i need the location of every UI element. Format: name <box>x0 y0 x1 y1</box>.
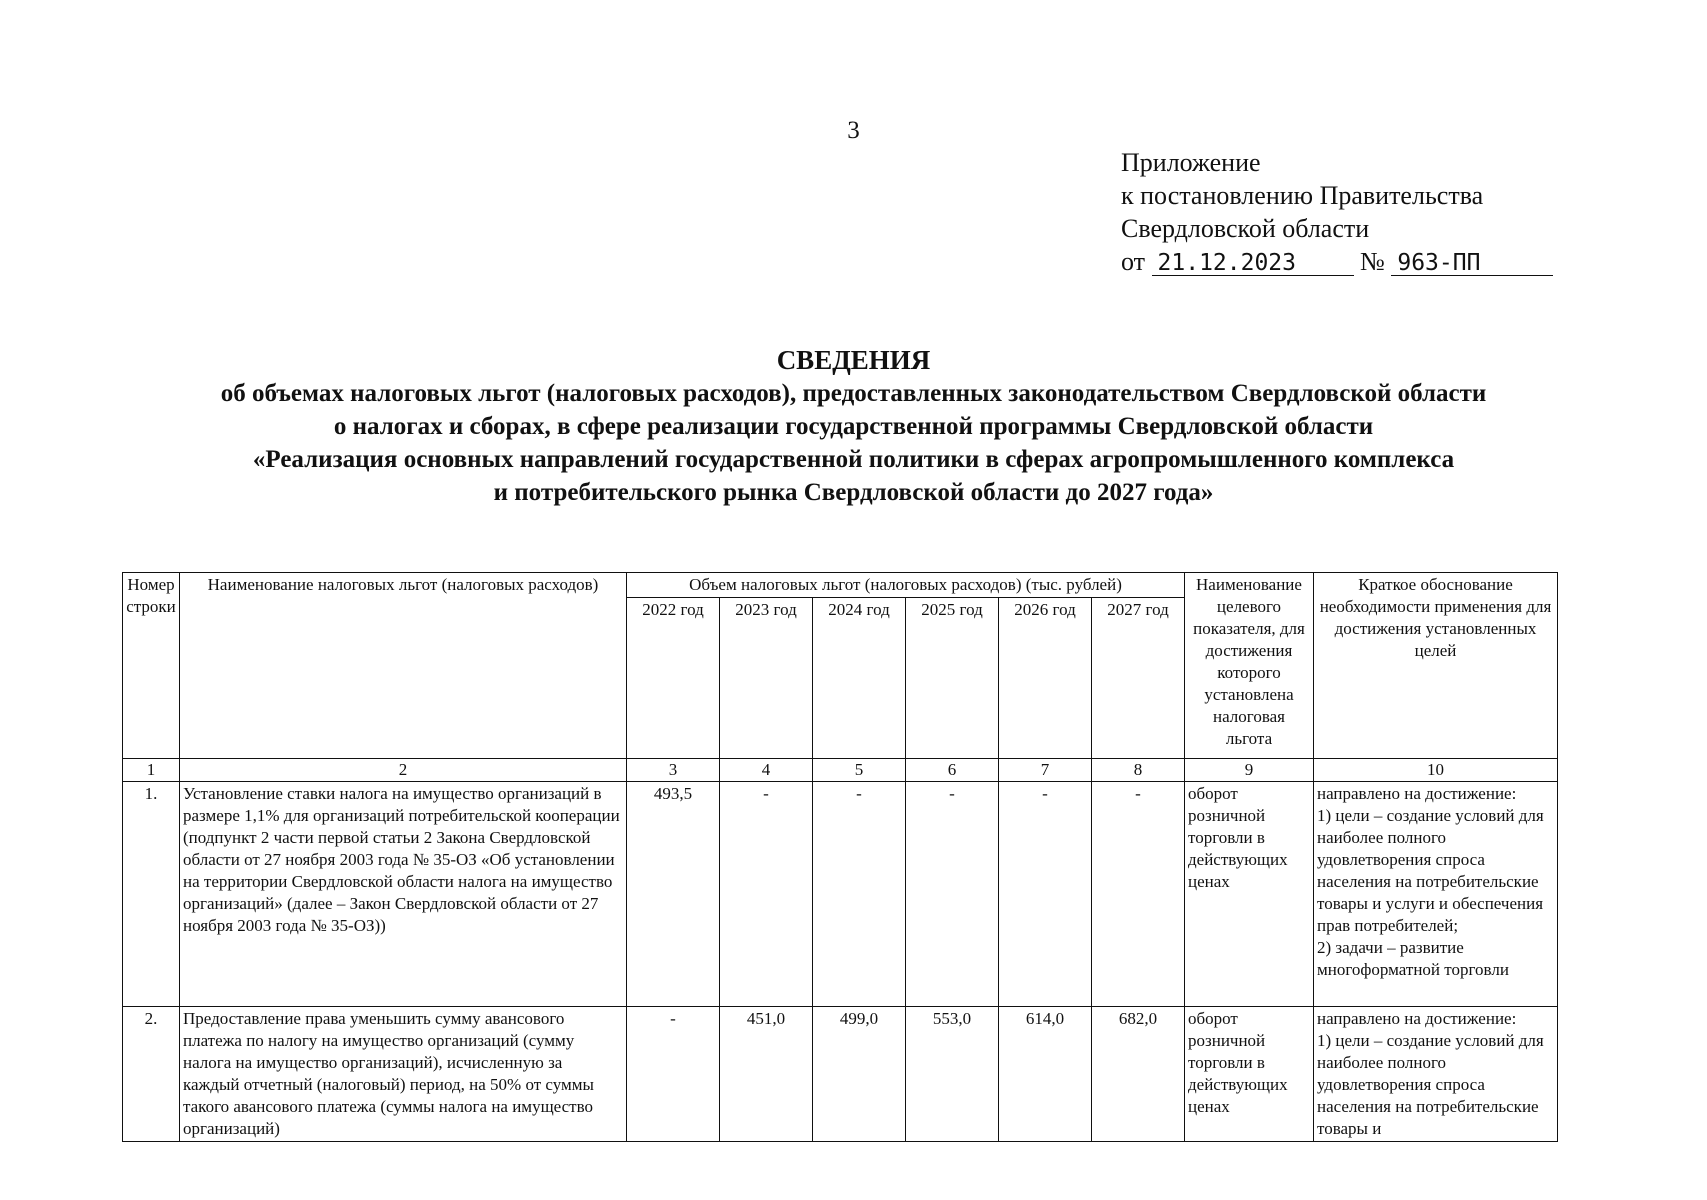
justification: направлено на достижение: 1) цели – создание условий для наиболее полного удовлетворения спроса населения на потребительские товары и <box>1314 1007 1558 1142</box>
header-name: Наименование налоговых льгот (налоговых расходов) <box>180 573 627 759</box>
column-number: 10 <box>1314 759 1558 782</box>
title-line-4: и потребительского рынка Свердловской области до 2027 года» <box>493 479 1214 506</box>
value-2026: - <box>999 782 1092 1007</box>
row-number: 1. <box>123 782 180 1007</box>
header-year-2023: 2023 год <box>720 598 813 759</box>
value-2024: - <box>813 782 906 1007</box>
column-number: 9 <box>1185 759 1314 782</box>
number-prefix: № <box>1360 247 1385 276</box>
column-number: 5 <box>813 759 906 782</box>
date-prefix: от <box>1121 247 1146 276</box>
value-2022: - <box>627 1007 720 1142</box>
column-number: 2 <box>180 759 627 782</box>
benefit-name: Предоставление права уменьшить сумму авансового платежа по налогу на имущество организаций (сумму налога на имущество организаций), исчисленную за каждый отчетный (налоговый) период, на 50% от суммы такого авансового платежа (суммы налога на имущество организаций) <box>180 1007 627 1142</box>
header-year-2022: 2022 год <box>627 598 720 759</box>
table-row <box>123 1007 1558 1142</box>
column-number-row <box>123 759 1558 782</box>
title-line-2: о налогах и сборах, в сфере реализации государственной программы Свердловской области <box>333 413 1374 440</box>
row-number: 2. <box>123 1007 180 1142</box>
appendix-line-2: к постановлению Правительства <box>1121 181 1484 210</box>
resolution-number: 963-ПП <box>1391 251 1553 276</box>
benefit-name: Установление ставки налога на имущество организаций в размере 1,1% для организаций потребительской кооперации (подпункт 2 части первой статьи 2 Закона Свердловской области от 27 ноября 2003 года № 35-ОЗ «Об установлении на территории Свердловской области налога на имущество организаций» (далее – Закон Свердловской области от 27 ноября 2003 года № 35-ОЗ)) <box>180 782 627 1007</box>
title-line-3: «Реализация основных направлений государственной политики в сферах агропромышленного комплекса <box>252 446 1455 473</box>
target-indicator: оборот розничной торговли в действующих ценах <box>1185 1007 1314 1142</box>
value-2025: - <box>906 782 999 1007</box>
column-number: 3 <box>627 759 720 782</box>
header-indicator: Наименование целевого показателя, для достижения которого установлена налоговая льгота <box>1185 573 1314 759</box>
tax-benefits-table <box>122 572 1558 1142</box>
value-2022: 493,5 <box>627 782 720 1007</box>
header-row-number: Номер строки <box>123 573 180 759</box>
resolution-date: 21.12.2023 <box>1152 251 1354 276</box>
column-number: 7 <box>999 759 1092 782</box>
target-indicator: оборот розничной торговли в действующих ценах <box>1185 782 1314 1007</box>
column-number: 6 <box>906 759 999 782</box>
value-2025: 553,0 <box>906 1007 999 1142</box>
value-2023: - <box>720 782 813 1007</box>
value-2026: 614,0 <box>999 1007 1092 1142</box>
value-2027: 682,0 <box>1092 1007 1185 1142</box>
benefits-table-container <box>122 572 1558 1142</box>
appendix-line-1: Приложение <box>1121 148 1261 177</box>
page-number: 3 <box>847 117 860 144</box>
title-line-1: об объемах налоговых льгот (налоговых расходов), предоставленных законодательством Свердловской области <box>220 380 1487 407</box>
header-year-2026: 2026 год <box>999 598 1092 759</box>
appendix-reference <box>1121 245 1553 278</box>
document-title <box>0 343 1707 509</box>
appendix-line-3: Свердловской области <box>1121 214 1370 243</box>
appendix-block <box>1121 146 1553 278</box>
column-number: 8 <box>1092 759 1185 782</box>
table-row <box>123 782 1558 1007</box>
header-volume: Объем налоговых льгот (налоговых расходов) (тыс. рублей) <box>627 573 1185 598</box>
justification: направлено на достижение: 1) цели – создание условий для наиболее полного удовлетворения спроса населения на потребительские товары и услуги и обеспечения прав потребителей; 2) задачи – развитие многоформатной торговли <box>1314 782 1558 1007</box>
value-2027: - <box>1092 782 1185 1007</box>
header-year-2024: 2024 год <box>813 598 906 759</box>
value-2024: 499,0 <box>813 1007 906 1142</box>
column-number: 1 <box>123 759 180 782</box>
value-2023: 451,0 <box>720 1007 813 1142</box>
title-main: СВЕДЕНИЯ <box>776 345 931 375</box>
header-justification: Краткое обоснование необходимости применения для достижения установленных целей <box>1314 573 1558 759</box>
header-year-2027: 2027 год <box>1092 598 1185 759</box>
column-number: 4 <box>720 759 813 782</box>
header-year-2025: 2025 год <box>906 598 999 759</box>
